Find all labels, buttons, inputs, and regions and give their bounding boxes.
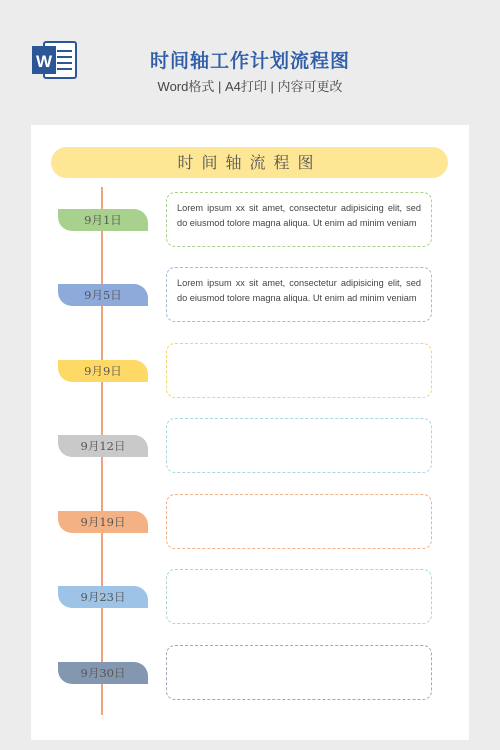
timeline-card[interactable]: [166, 343, 432, 398]
timeline-row: [31, 343, 469, 398]
page-title: 时间轴工作计划流程图: [149, 51, 350, 72]
card-text: Lorem ipsum xx sit amet, consectetur adipisicing elit, sed do eiusmod tolore magna aliqua. Ut enim ad minim veniam: [177, 203, 421, 228]
timeline-row: [31, 192, 469, 247]
timeline-card[interactable]: [166, 645, 432, 700]
page-subtitle: Word格式 | A4打印 | 内容可更改: [157, 79, 343, 94]
timeline-card[interactable]: [166, 418, 432, 473]
timeline-card[interactable]: [166, 569, 432, 624]
card-text: Lorem ipsum xx sit amet, consectetur adipisicing elit, sed do eiusmod tolore magna aliqua. Ut enim ad minim veniam: [177, 278, 421, 303]
date-tag: 9月19日: [58, 511, 148, 533]
timeline-row: [31, 645, 469, 700]
word-icon-letter: W: [35, 52, 53, 71]
timeline-row: [31, 494, 469, 549]
date-tag: 9月12日: [58, 435, 148, 457]
timeline-card[interactable]: [166, 267, 432, 322]
date-tag: 9月5日: [58, 284, 148, 306]
timeline-row: [31, 418, 469, 473]
date-tag: 9月1日: [58, 209, 148, 231]
timeline-row: [31, 569, 469, 624]
date-tag: 9月30日: [58, 662, 148, 684]
timeline-banner: 时间轴流程图: [51, 147, 448, 178]
timeline-card[interactable]: [166, 494, 432, 549]
document-header: [0, 0, 500, 110]
date-tag: 9月9日: [58, 360, 148, 382]
timeline-row: [31, 267, 469, 322]
timeline-card[interactable]: [166, 192, 432, 247]
document-page: [31, 125, 469, 740]
date-tag: 9月23日: [58, 586, 148, 608]
